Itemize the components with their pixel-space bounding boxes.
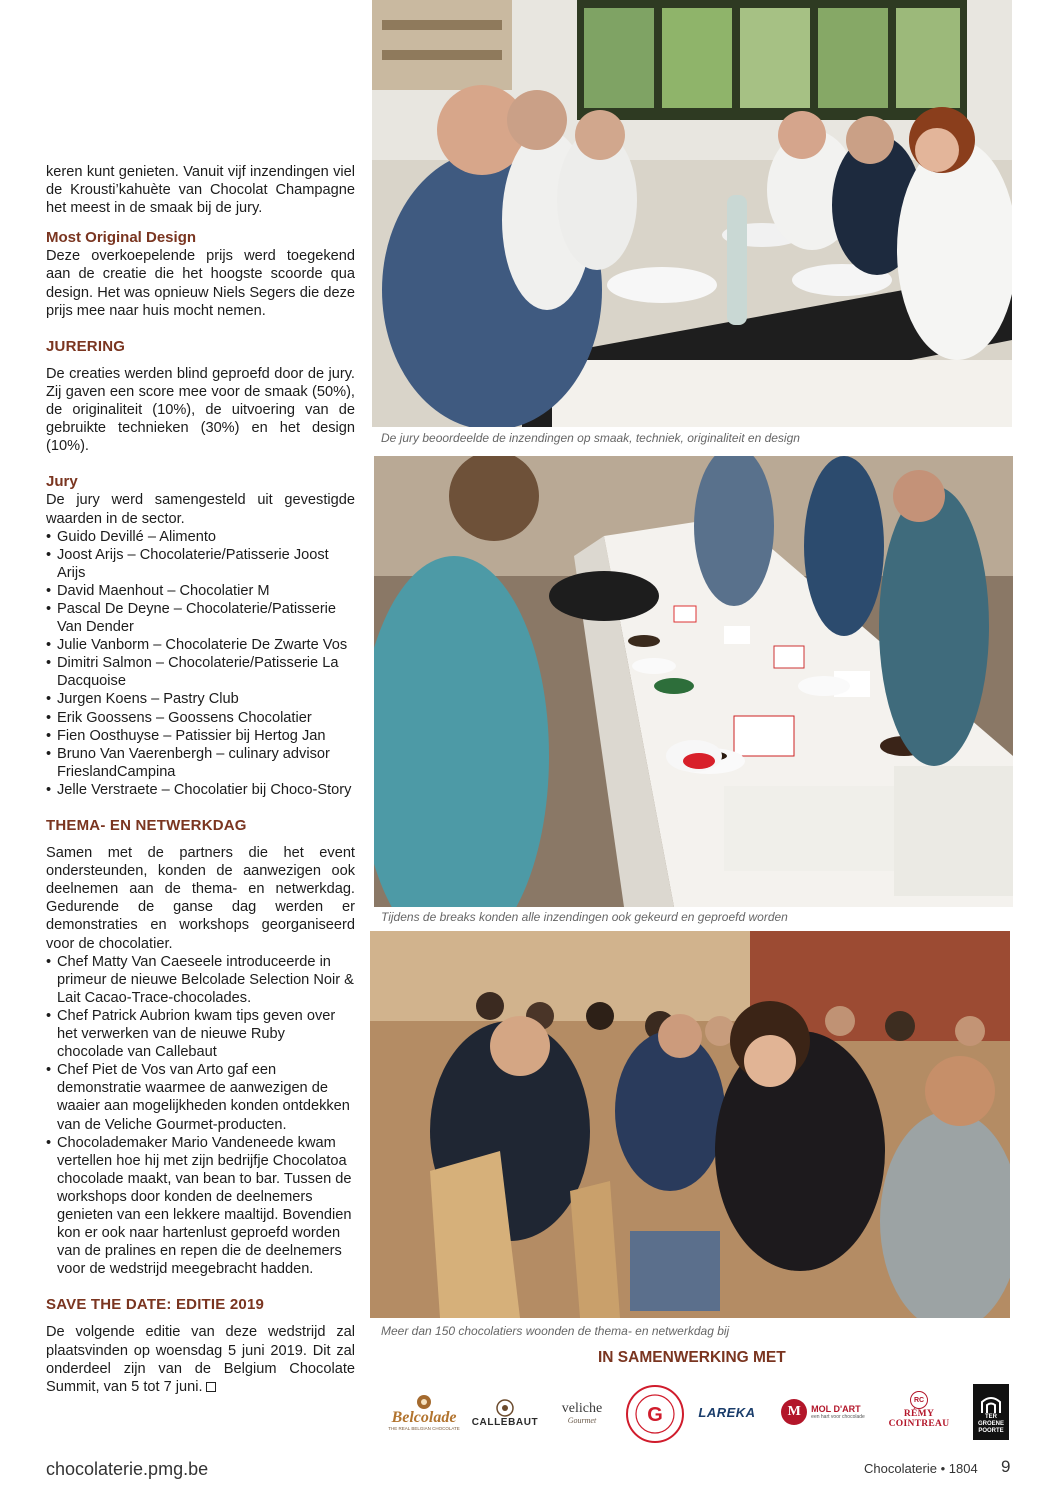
- list-item: • Joost Arijs – Chocolaterie/Patisserie Joost Arijs: [46, 546, 355, 582]
- thema-text: Samen met de partners die het event ondersteunden, konden de aanwezigen ook deelnemen aan de thema- en netwerkdag. Gedurende de ganse dag werden er demonstraties en workshops georganiseerd voor de chocolatier.: [46, 845, 355, 952]
- most-original-heading: Most Original Design: [46, 229, 197, 247]
- save-the-date-heading: SAVE THE DATE: EDITIE 2019: [46, 1296, 265, 1314]
- list-item: • Jurgen Koens – Pastry Club: [46, 690, 355, 708]
- gruyaert-seal-icon: [625, 1384, 685, 1444]
- moldart-wordmark: MOL D'ART: [811, 1404, 861, 1414]
- caption-photo-3: Meer dan 150 chocolatiers woonden de thema- en netwerkdag bij: [381, 1324, 730, 1338]
- caption-photo-1: De jury beoordeelde de inzendingen op smaak, techniek, originaliteit en design: [381, 431, 800, 445]
- list-item: • Chef Matty Van Caeseele introduceerde in primeur de nieuwe Belcolade Selection Noir & Lait Cacao-Trace-chocolades.: [46, 953, 355, 1007]
- intro-paragraph: keren kunt genieten. Vanuit vijf inzendingen viel de Krousti’kahuète van Chocolat Champagne het meest in de smaak bij de jury.: [46, 164, 355, 217]
- photo-audience: [370, 931, 1010, 1318]
- moldart-logo: [779, 1394, 867, 1430]
- list-item: • Dimitri Salmon – Chocolaterie/Patisserie La Dacquoise: [46, 654, 355, 690]
- page-number: 9: [1001, 1457, 1011, 1476]
- jury-list: [46, 528, 355, 799]
- partners-title: IN SAMENWERKING MET: [598, 1349, 786, 1366]
- belcolade-emblem-icon: [416, 1394, 432, 1410]
- list-item: • Chef Piet de Vos van Arto gaf een demonstratie waarmee de aanwezigen de waaier aan mogelijkheden konden ontdekken van de Veliche Gourmet-producten.: [46, 1061, 355, 1133]
- list-item: • Guido Devillé – Alimento: [46, 528, 355, 546]
- list-item: • Bruno Van Vaerenbergh – culinary advisor FrieslandCampina: [46, 745, 355, 781]
- moldart-mark: M: [781, 1399, 807, 1425]
- list-item: • Chocolademaker Mario Vandeneede kwam vertellen hoe hij met zijn bedrijfje Chocolatoa chocolade maakt, van bean to bar. Tussen de workshops door konden de deelnemers genieten van een lekkere maaltijd. Bovendien kon er ook naar hartenlust geproefd worden van de pralines en repen die de deelnemers voor de wedstrijd meegebracht hadden.: [46, 1134, 355, 1279]
- veliche-tagline: Gourmet: [567, 1415, 597, 1425]
- jurering-text: De creaties werden blind geproefd door de jury. Zij gaven een score mee voor de smaak (50%), de originaliteit (10%), de uitvoering van de gebruikte technieken (30%) en het design (10%).: [46, 365, 355, 455]
- jury-text: De jury werd samengesteld uit gevestigde waarden in de sector.: [46, 492, 355, 527]
- svg-text:G: G: [647, 1404, 663, 1426]
- photo-jury-tasting: [372, 0, 1012, 427]
- thema-list: [46, 953, 355, 1279]
- belcolade-wordmark: Belcolade: [391, 1409, 457, 1426]
- list-item: • Jelle Verstraete – Chocolatier bij Choco-Story: [46, 781, 355, 799]
- list-item: • Pascal De Deyne – Chocolaterie/Patisserie Van Dender: [46, 600, 355, 636]
- ter-groene-poorte-logo: [973, 1384, 1009, 1440]
- left-column: [46, 163, 355, 1396]
- callebaut-logo: [470, 1393, 540, 1433]
- lareka-logo: [694, 1395, 760, 1429]
- lareka-wordmark: LAREKA: [698, 1404, 756, 1420]
- list-item: • David Maenhout – Chocolatier M: [46, 582, 355, 600]
- belcolade-logo: [388, 1391, 460, 1435]
- callebaut-wordmark: CALLEBAUT: [471, 1416, 539, 1428]
- list-item: • Fien Oosthuyse – Patissier bij Hertog Jan: [46, 727, 355, 745]
- most-original-text: Deze overkoepelende prijs werd toegekend aan de creatie die het hoogste scoorde qua design. Het was opnieuw Niels Segers die deze prijs mee naar huis mocht nemen.: [46, 248, 355, 319]
- jurering-heading: JURERING: [46, 337, 126, 355]
- ter-groene-poorte-wordmark: TER GROENE POORTE: [977, 1413, 1004, 1434]
- veliche-logo: [550, 1395, 614, 1431]
- remy-cointreau-mark: RC: [910, 1391, 928, 1409]
- remy-cointreau-wordmark: RÉMY COINTREAU: [888, 1409, 950, 1429]
- ter-groene-poorte-emblem-icon: [979, 1394, 1003, 1414]
- moldart-text: [811, 1404, 865, 1420]
- checkbox-square-icon: [206, 1382, 216, 1392]
- moldart-tagline: een hart voor chocolade: [811, 1414, 865, 1420]
- gruyaert-logo: [624, 1383, 686, 1445]
- footer-magazine-issue: Chocolaterie • 1804: [864, 1461, 978, 1476]
- save-the-date-text: De volgende editie van deze wedstrijd zal plaatsvinden op woensdag 5 juni 2019. Dit zal onderdeel zijn van de Belgium Chocolate Summit, van 5 tot 7 juni.: [46, 1324, 355, 1395]
- photo-tasting-table: [374, 456, 1013, 907]
- list-item: • Julie Vanborm – Chocolaterie De Zwarte Vos: [46, 636, 355, 654]
- jury-heading: Jury: [46, 473, 78, 491]
- veliche-wordmark: veliche: [561, 1400, 603, 1416]
- thema-heading: THEMA- EN NETWERKDAG: [46, 817, 247, 834]
- footer-website-link[interactable]: chocolaterie.pmg.be: [46, 1459, 209, 1479]
- callebaut-emblem-icon: [496, 1399, 514, 1417]
- list-item: • Erik Goossens – Goossens Chocolatier: [46, 709, 355, 727]
- list-item: • Chef Patrick Aubrion kwam tips geven over het verwerken van de nieuwe Ruby chocolade van Callebaut: [46, 1007, 355, 1061]
- belcolade-tagline: THE REAL BELGIAN CHOCOLATE: [388, 1426, 460, 1431]
- remy-cointreau-logo: [876, 1389, 962, 1431]
- caption-photo-2: Tijdens de breaks konden alle inzendingen ook gekeurd en geproefd worden: [381, 910, 788, 924]
